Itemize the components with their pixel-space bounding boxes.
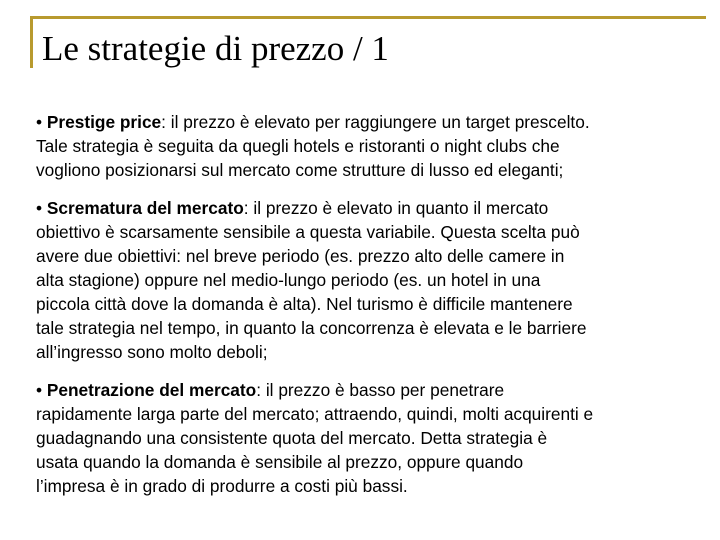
text-line: l’impresa è in grado di produrre a costi più bassi.: [36, 476, 408, 496]
text-line: avere due obiettivi: nel breve periodo (es. prezzo alto delle camere in: [36, 246, 565, 266]
text-line: vogliono posizionarsi sul mercato come strutture di lusso ed eleganti;: [36, 160, 564, 180]
bullet-prestige-price: [36, 110, 692, 182]
bullet-marker: •: [36, 198, 47, 218]
text-line: usata quando la domanda è sensibile al prezzo, oppure quando: [36, 452, 524, 472]
bullet-marker: •: [36, 380, 47, 400]
term-penetrazione: Penetrazione del mercato: [46, 380, 257, 400]
text-line: piccola città dove la domanda è alta). Nel turismo è difficile mantenere: [36, 294, 573, 314]
text-line: alta stagione) oppure nel medio-lungo periodo (es. un hotel in una: [36, 270, 541, 290]
bullet-penetrazione: [36, 378, 692, 498]
text-line: rapidamente larga parte del mercato; attraendo, quindi, molti acquirenti e: [36, 404, 594, 424]
text-line: tale strategia nel tempo, in quanto la concorrenza è elevata e le barriere: [36, 318, 587, 338]
bullet-scrematura: [36, 196, 692, 364]
slide-body: [36, 110, 692, 512]
text-line: guadagnando una consistente quota del mercato. Detta strategia è: [36, 428, 548, 448]
slide-title: Le strategie di prezzo / 1: [42, 29, 389, 68]
text-line: obiettivo è scarsamente sensibile a questa variabile. Questa scelta può: [36, 222, 580, 242]
text-line: Tale strategia è seguita da quegli hotels e ristoranti o night clubs che: [36, 136, 560, 156]
text-line: : il prezzo è basso per penetrare: [256, 380, 505, 400]
text-line: : il prezzo è elevato per raggiungere un target prescelto.: [161, 112, 590, 132]
text-line: : il prezzo è elevato in quanto il mercato: [243, 198, 549, 218]
term-prestige-price: Prestige price: [46, 112, 162, 132]
term-scrematura: Scrematura del mercato: [46, 198, 244, 218]
text-line: all’ingresso sono molto deboli;: [36, 342, 268, 362]
bullet-marker: •: [36, 112, 47, 132]
